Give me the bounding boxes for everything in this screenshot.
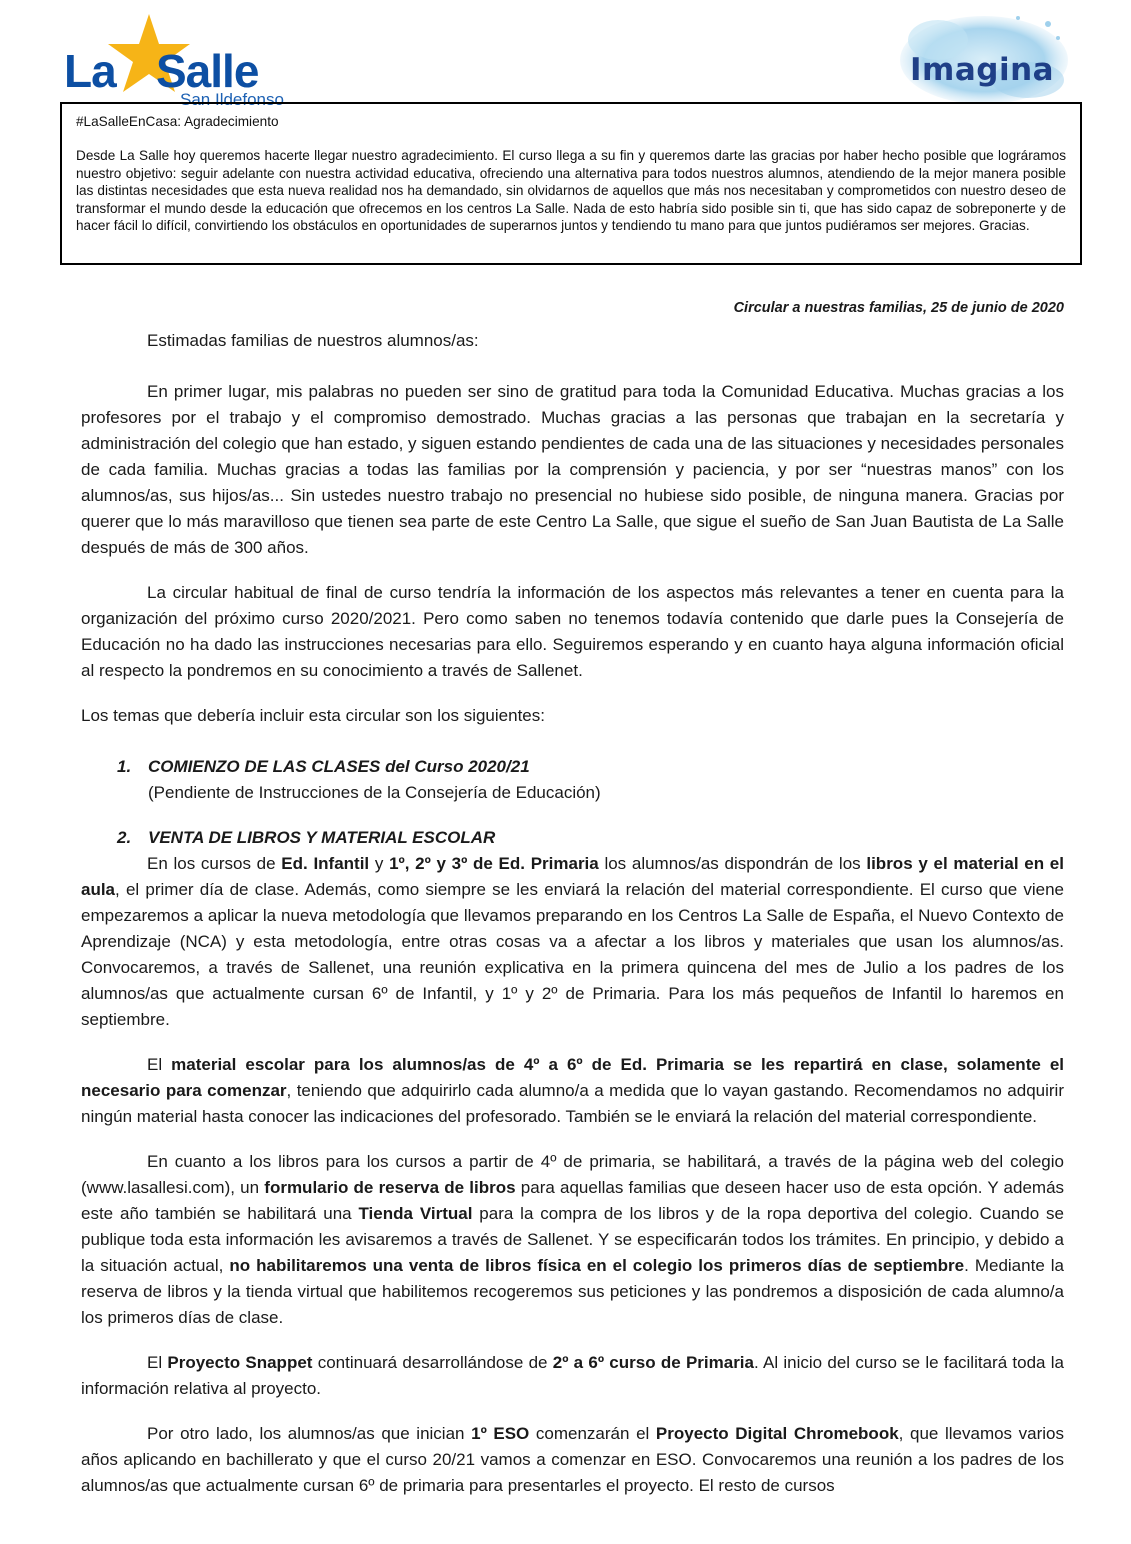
section-1-number: 1. — [117, 757, 132, 776]
paragraph-material-escolar: El material escolar para los alumnos/as de 4º a 6º de Ed. Primaria se les repartirá en clase, solamente el necesario para comenzar, teniendo que adquirirlo cada alumno/a a medida que lo vayan gastando. Recomendamos no adquirir ningún material hasta conocer las indicaciones del profesorado. También se le enviará la relación del material correspondiente. — [81, 1055, 1064, 1126]
logo-salle-text: Salle — [156, 45, 259, 97]
notice-title: #LaSalleEnCasa: Agradecimiento — [76, 114, 279, 129]
dateline: Circular a nuestras familias, 25 de junio de 2020 — [733, 300, 1064, 316]
section-1-subtitle: (Pendiente de Instrucciones de la Consejería de Educación) — [148, 783, 601, 802]
logo-subtitle: San Ildefonso — [180, 90, 284, 109]
section-2-number: 2. — [117, 828, 132, 847]
paragraph-chromebook: Por otro lado, los alumnos/as que inician 1º ESO comenzarán el Proyecto Digital Chromebook, que llevamos varios años aplicando en bachillerato y que el curso 20/21 vamos a comenzar en ESO. Convocaremos una reunión a los padres de los alumnos/as que actualmente cursan 6º de primaria para presentarles el proyecto. El resto de cursos — [81, 1424, 1065, 1495]
letter-content — [81, 298, 1064, 1499]
imagina-logo — [898, 10, 1070, 102]
notice-box — [60, 102, 1082, 265]
paragraph-snappet: El Proyecto Snappet continuará desarrollándose de 2º a 6º curso de Primaria. Al inicio del curso se le facilitará toda la información relativa al proyecto. — [81, 1353, 1064, 1398]
section-2-title — [117, 825, 1064, 851]
lasalle-logo — [64, 14, 284, 109]
logo-la-text: La — [64, 45, 116, 97]
imagina-text: Imagina — [910, 52, 1055, 88]
notice-body: Desde La Salle hoy queremos hacerte llegar nuestro agradecimiento. El curso llega a su fin y queremos darte las gracias por haber hecho posible que lográramos nuestro objetivo: seguir adelante con nuestra actividad educativa, ofreciendo una alternativa para todos nuestros alumnos, atendiendo de la mejor manera posible las distintas necesidades que esta nueva realidad nos ha demandado, sin olvidarnos de aquellos que más nos necesitaban y comprometidos con nuestro deseo de transformar el mundo desde la educación que ofrecemos en los centros La Salle. Nada de esto habría sido posible sin ti, que has sido capaz de sobreponerte y de hacer fácil lo difícil, convirtiendo los obstáculos en oportunidades de superarnos juntos y tendiendo tu mano para que juntos pudiéramos ser mejores. Gracias. — [76, 148, 1066, 234]
paragraph-course-info: La circular habitual de final de curso tendría la información de los aspectos más relevantes a tener en cuenta para la organización del próximo curso 2020/2021. Pero como saben no tenemos todavía contenido que darle pues la Consejería de Educación no ha dado las instrucciones necesarias para ello. Seguiremos esperando y en cuanto haya alguna información oficial al respecto la pondremos en su conocimiento a través de Sallenet. — [81, 583, 1064, 680]
paragraph-libros-reserva: En cuanto a los libros para los cursos a partir de 4º de primaria, se habilitará, a través de la página web del colegio (www.lasallesi.com), un formulario de reserva de libros para aquellas familias que deseen hacer uso de esta opción. Y además este año también se habilitará una Tienda Virtual para la compra de los libros y de la ropa deportiva del colegio. Cuando se publique toda esta información les avisaremos a través de Sallenet. Y se especificarán todos los trámites. En principio, y debido a la situación actual, no habilitaremos una venta de libros física en el colegio los primeros días de septiembre. Mediante la reserva de libros y la tienda virtual que habilitemos recogeremos sus peticiones y las pondremos a disposición de cada alumno/a los primeros días de clase. — [81, 1152, 1065, 1327]
topics-intro: Los temas que debería incluir esta circular son los siguientes: — [81, 706, 545, 725]
paragraph-infantil-primaria: En los cursos de Ed. Infantil y 1º, 2º y 3º de Ed. Primaria los alumnos/as dispondrán de los libros y el material en el aula, el primer día de clase. Además, como siempre se les enviará la relación del material correspondiente. El curso que viene empezaremos a aplicar la nueva metodología que llevamos preparando en los Centros La Salle de España, el Nuevo Contexto de Aprendizaje (NCA) y esta metodología, entre otras cosas va a afectar a los libros y materiales que usan los alumnos/as. Convocaremos, a través de Sallenet, una reunión explicativa en la primera quincena del mes de Julio a los padres de los alumnos/as que actualmente cursan 6º de Infantil, y 1º y 2º de Primaria. Para los más pequeños de Infantil lo haremos en septiembre. — [81, 854, 1064, 1029]
section-1-title — [117, 754, 1064, 780]
paragraph-gratitude: En primer lugar, mis palabras no pueden ser sino de gratitud para toda la Comunidad Educativa. Muchas gracias a los profesores por el trabajo y el compromiso demostrado. Muchas gracias a las personas que trabajan en la secretaría y administración del colegio que han estado, y siguen estando pendientes de cada una de las situaciones y necesidades personales de cada familia. Muchas gracias a todas las familias por la comprensión y paciencia, y por ser “nuestras manos” con los alumnos/as, sus hijos/as... Sin ustedes nuestro trabajo no presencial no hubiese sido posible, de ninguna manera. Gracias por querer que lo más maravilloso que tienen sea parte de este Centro La Salle, que sigue el sueño de San Juan Bautista de La Salle después de más de 300 años. — [81, 382, 1064, 557]
section-2-heading: VENTA DE LIBROS Y MATERIAL ESCOLAR — [148, 828, 496, 847]
section-1-heading: COMIENZO DE LAS CLASES del Curso 2020/21 — [148, 757, 530, 776]
greeting: Estimadas familias de nuestros alumnos/as: — [147, 331, 479, 350]
